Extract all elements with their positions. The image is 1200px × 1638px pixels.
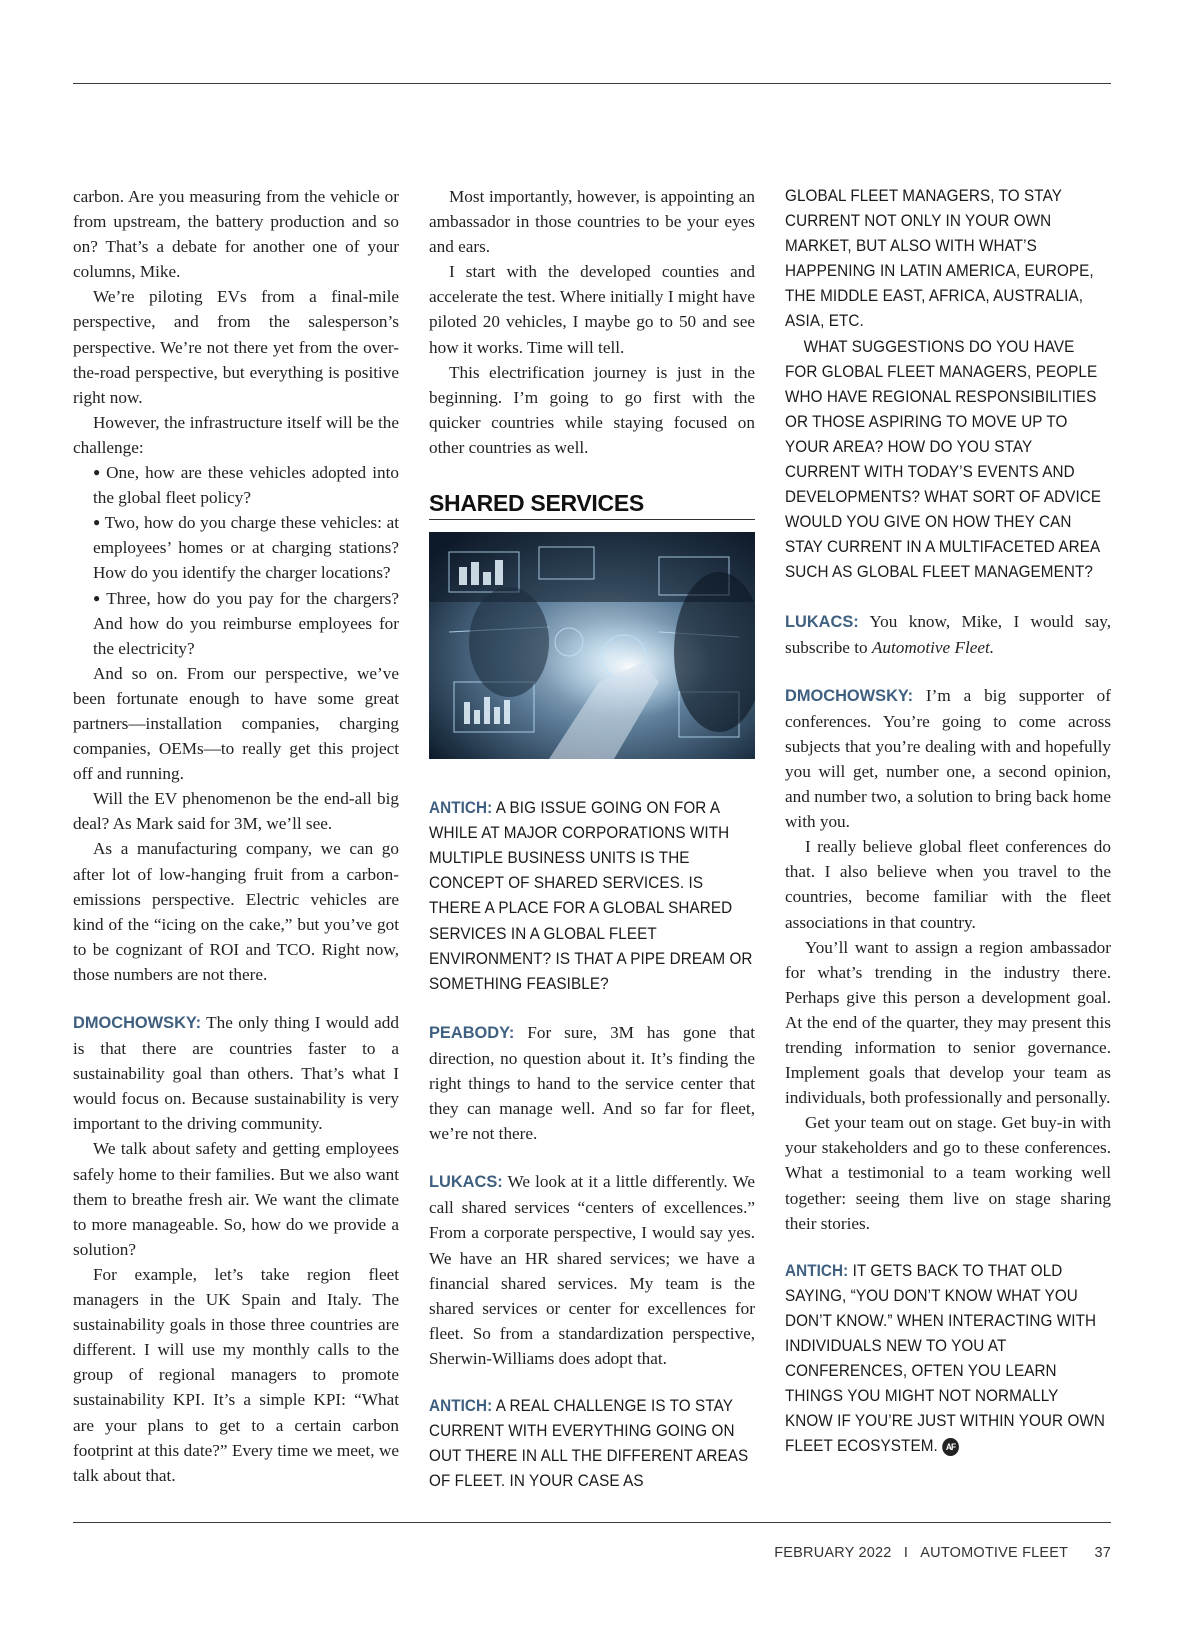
bullet-item: ● Three, how do you pay for the chargers? And how do you reimburse employees for the electricity?	[93, 588, 399, 658]
section-heading: SHARED SERVICES	[429, 490, 755, 520]
paragraph: I really believe global fleet conferences do that. I also believe when you travel to the countries, become familiar with the fleet associations in that country.	[785, 837, 1111, 932]
speaker-name: DMOCHOWSKY:	[785, 686, 914, 705]
publication-title: Automotive Fleet.	[871, 637, 995, 657]
paragraph: However, the infrastructure itself will be the challenge:	[73, 412, 399, 457]
paragraph: You’ll want to assign a region ambassador for what’s trending in the industry there. Perhaps give this person a development goal. At the end of the quarter, they may present this trending information to senior governance. Implement goals that develop your team as individuals, both professionally and personally.	[785, 937, 1111, 1108]
question-paragraph: ANTICH: A BIG ISSUE GOING ON FOR A WHILE AT MAJOR CORPORATIONS WITH MULTIPLE BUSINESS UNITS IS THE CONCEPT OF SHARED SERVICES. IS THERE A PLACE FOR A GLOBAL SHARED SERVICES IN A GLOBAL FLEET ENVIRONMENT? IS THAT A PIPE DREAM OR SOMETHING FEASIBLE?	[429, 799, 753, 993]
page-number: 37	[1094, 1545, 1111, 1561]
page-footer	[774, 1545, 1111, 1561]
answer-paragraph: PEABODY: For sure, 3M has gone that direction, no question about it. It’s finding the right things to hand to the service center that they can manage well. And so far for fleet, we’re not there.	[429, 1022, 755, 1144]
publication-name: AUTOMOTIVE FLEET	[920, 1545, 1069, 1561]
question-paragraph: GLOBAL FLEET MANAGERS, TO STAY CURRENT NOT ONLY IN YOUR OWN MARKET, BUT ALSO WITH WHAT’S HAPPENING IN LATIN AMERICA, EUROPE, THE MIDDLE EAST, AFRICA, AUSTRALIA, ASIA, ETC.	[785, 187, 1094, 331]
automotive-fleet-logo-icon: AF	[942, 1438, 959, 1456]
issue-date: FEBRUARY 2022	[774, 1545, 892, 1561]
paragraph: carbon. Are you measuring from the vehicle or from upstream, the battery production and so on? That’s a debate for another one of your columns, Mike.	[73, 187, 399, 282]
speaker-name: ANTICH:	[429, 799, 493, 818]
question-paragraph: WHAT SUGGESTIONS DO YOU HAVE FOR GLOBAL FLEET MANAGERS, PEOPLE WHO HAVE REGIONAL RESPONSIBILITIES OR THOSE ASPIRING TO MOVE UP TO YOUR AREA? HOW DO YOU STAY CURRENT WITH TODAY’S EVENTS AND DEVELOPMENTS? WHAT SORT OF ADVICE WOULD YOU GIVE ON HOW THEY CAN STAY CURRENT IN A MULTIFACETED AREA SUCH AS GLOBAL FLEET MANAGEMENT?	[785, 337, 1102, 582]
paragraph: Most importantly, however, is appointing an ambassador in those countries to be your eyes and ears.	[429, 187, 755, 257]
column-1	[73, 184, 399, 1488]
bullet-item: ● Two, how do you charge these vehicles: at employees’ homes or at charging stations? How do you identify the charger locations?	[93, 513, 399, 583]
bottom-rule	[73, 1522, 1111, 1523]
question-paragraph: ANTICH: A REAL CHALLENGE IS TO STAY CURRENT WITH EVERYTHING GOING ON OUT THERE IN ALL THE DIFFERENT AREAS OF FLEET. IN YOUR CASE AS	[429, 1397, 749, 1491]
speaker-name: ANTICH:	[429, 1397, 493, 1415]
column-3	[785, 184, 1111, 1460]
speaker-name: LUKACS:	[429, 1173, 503, 1192]
paragraph: We’re piloting EVs from a final-mile perspective, and from the salesperson’s perspective. We’re not there yet from the over-the-road perspective, but everything is positive right now.	[73, 287, 399, 407]
paragraph: Will the EV phenomenon be the end-all big deal? As Mark said for 3M, we’ll see.	[73, 789, 399, 834]
speaker-name: DMOCHOWSKY:	[73, 1014, 202, 1032]
question-paragraph: ANTICH: IT GETS BACK TO THAT OLD SAYING, “YOU DON’T KNOW WHAT YOU DON’T KNOW.” WHEN INTERACTING WITH INDIVIDUALS NEW TO YOU AT CONFERENCES, OFTEN YOU LEARN THINGS YOU MIGHT NOT NORMALLY KNOW IF YOU’RE JUST WITHIN YOUR OWN FLEET ECOSYSTEM. AF	[785, 1261, 1105, 1456]
bullet-icon: ●	[93, 590, 103, 605]
answer-paragraph: LUKACS: You know, Mike, I would say, subscribe to Automotive Fleet.	[785, 611, 1111, 657]
shared-services-photo	[429, 532, 755, 759]
top-rule	[73, 83, 1111, 84]
speaker-name: ANTICH:	[785, 1261, 849, 1280]
answer-paragraph: DMOCHOWSKY: The only thing I would add is that there are countries faster to a sustainability goal than others. That’s what I would focus on. Because sustainability is very important to the driving community.	[73, 1013, 399, 1134]
paragraph: For example, let’s take region fleet managers in the UK Spain and Italy. The sustainability goals in those three countries are different. I will use my monthly calls to the group of regional managers to promote sustainability KPI. It’s a simple KPI: “What are your plans to get to a certain carbon footprint at this date?” Every time we meet, we talk about that.	[73, 1264, 399, 1485]
answer-paragraph: DMOCHOWSKY: I’m a big supporter of conferences. You’re going to come across subjects that you’re dealing with and hopefully you will get, number one, a second opinion, and number two, a solution to bring back home with you.	[785, 685, 1111, 832]
answer-paragraph: LUKACS: We look at it a little differently. We call shared services “centers of excellences.” From a corporate perspective, I would say yes. We have an HR shared services; we have a financial shared services. My team is the shared services or center for excellences for fleet. So from a standardization perspective, Sherwin-Williams does adopt that.	[429, 1172, 755, 1368]
footer-separator: I	[903, 1545, 909, 1561]
bullet-icon: ●	[93, 515, 101, 530]
column-2	[429, 184, 755, 1494]
paragraph: As a manufacturing company, we can go after lot of low-hanging fruit from a carbon-emissions perspective. Electric vehicles are kind of the “icing on the cake,” but you’ve got to be cognizant of ROI and TCO. Right now, those numbers are not there.	[73, 839, 399, 984]
speaker-name: PEABODY:	[429, 1023, 515, 1042]
bullet-item: ● One, how are these vehicles adopted into the global fleet policy?	[93, 463, 399, 508]
paragraph: And so on. From our perspective, we’ve been fortunate enough to have some great partners—installation companies, charging companies, OEMs—to really get this project off and running.	[73, 663, 399, 784]
bullet-icon: ●	[93, 465, 103, 480]
paragraph: I start with the developed counties and accelerate the test. Where initially I might have piloted 20 vehicles, I maybe go to 50 and see how it works. Time will tell.	[429, 262, 755, 357]
paragraph: This electrification journey is just in the beginning. I’m going to go first with the quicker countries while staying focused on other countries as well.	[429, 362, 755, 457]
speaker-name: LUKACS:	[785, 612, 859, 631]
paragraph: We talk about safety and getting employees safely home to their families. But we also want them to breathe fresh air. We want the climate to more manageable. So, how do we provide a solution?	[73, 1139, 399, 1259]
paragraph: Get your team out on stage. Get buy-in with your stakeholders and go to these conferences. What a testimonial to a team working well together: seeing them live on stage sharing their stories.	[785, 1113, 1111, 1233]
